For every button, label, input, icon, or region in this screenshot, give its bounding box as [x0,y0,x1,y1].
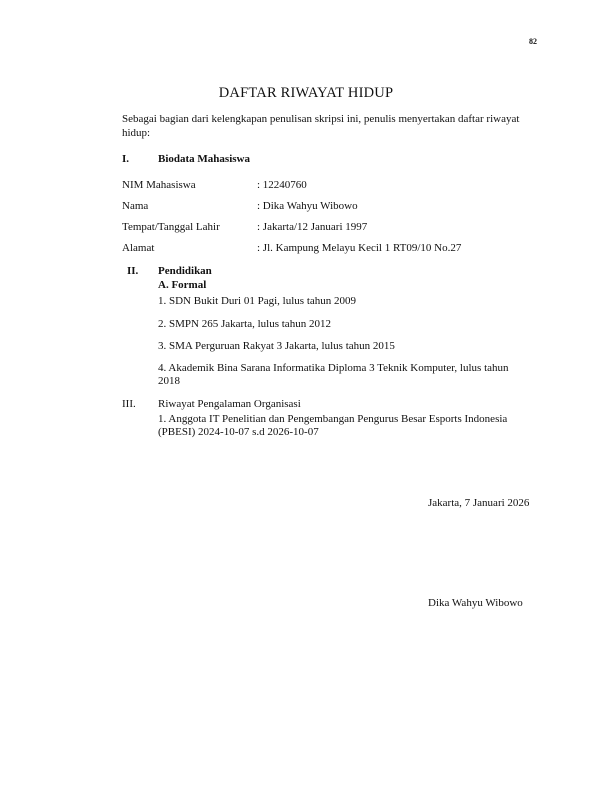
page-number: 82 [529,37,537,46]
education-item-2: 2. SMPN 265 Jakarta, lulus tahun 2012 [158,318,331,330]
field-value-ttl: : Jakarta/12 Januari 1997 [257,221,368,233]
education-item-1: 1. SDN Bukit Duri 01 Pagi, lulus tahun 2009 [158,295,357,307]
education-item-3: 3. SMA Perguruan Rakyat 3 Jakarta, lulus tahun 2015 [158,340,395,352]
field-label-nama: Nama [122,200,149,212]
field-value-nama: : Dika Wahyu Wibowo [257,200,358,212]
section-2-number: II. [127,265,139,277]
organization-item-1: 1. Anggota IT Penelitian dan Pengembangan Pengurus Besar Esports Indonesia (PBESI) 2024-10-07 s.d 2026-10-07 [158,413,508,438]
signature-name: Dika Wahyu Wibowo [428,597,523,609]
place-date: Jakarta, 7 Januari 2026 [428,497,530,509]
section-1-heading: Biodata Mahasiswa [158,153,250,165]
section-1-number: I. [122,153,130,165]
field-label-nim: NIM Mahasiswa [122,179,196,191]
field-value-nim: : 12240760 [257,179,307,191]
section-2-subheading: A. Formal [158,279,207,291]
field-label-alamat: Alamat [122,242,155,254]
intro-paragraph: Sebagai bagian dari kelengkapan penulisan skripsi ini, penulis menyertakan daftar riwayat hidup: [122,113,520,139]
field-value-alamat: : Jl. Kampung Melayu Kecil 1 RT09/10 No.27 [257,242,462,254]
section-3-number: III. [122,398,136,410]
education-item-4: 4. Akademik Bina Sarana Informatika Diploma 3 Teknik Komputer, lulus tahun 2018 [158,362,509,387]
section-3-heading: Riwayat Pengalaman Organisasi [158,398,301,410]
field-label-ttl: Tempat/Tanggal Lahir [122,221,220,233]
section-2-heading: Pendidikan [158,265,212,277]
page-title: DAFTAR RIWAYAT HIDUP [218,85,394,101]
